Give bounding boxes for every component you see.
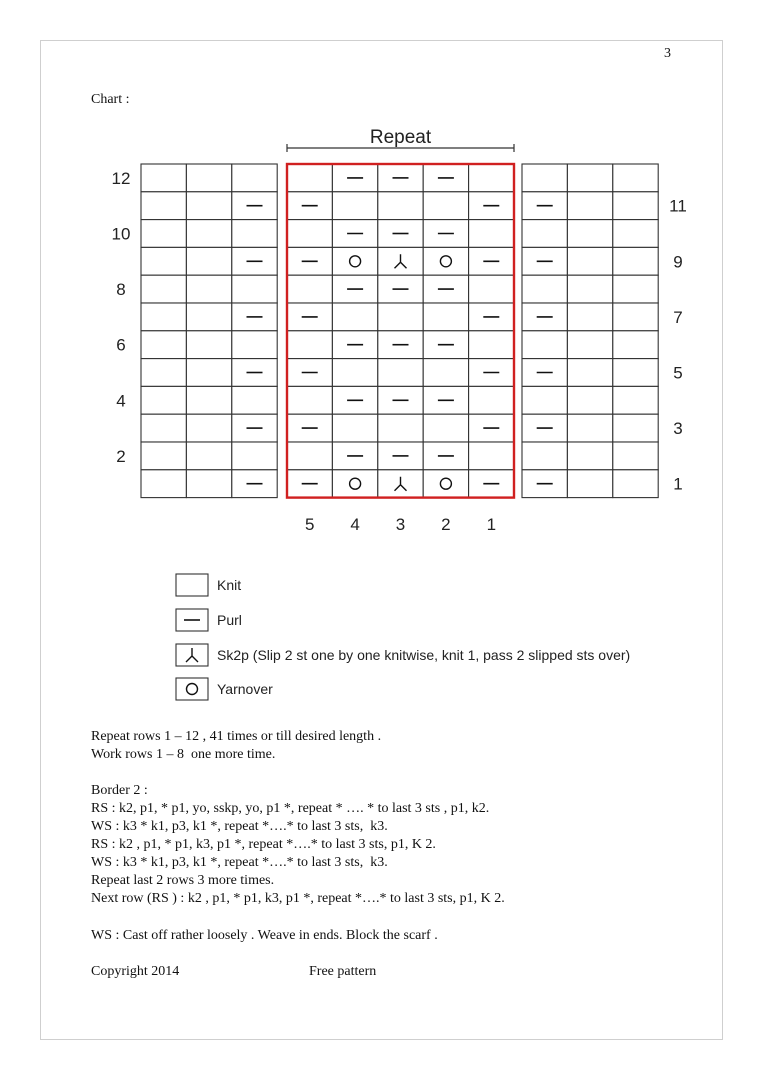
chart-cell [287,164,332,192]
chart-cell [423,247,468,275]
repeat-instructions [91,728,381,764]
legend-label: Knit [217,577,242,593]
chart-cell [287,331,332,359]
chart-cell [141,192,186,220]
chart-cell [287,442,332,470]
chart-cell [332,359,377,387]
chart-cell [613,164,658,192]
chart-cell [232,386,277,414]
chart-cell [613,192,658,220]
chart-cell [567,275,612,303]
chart-cell [423,359,468,387]
column-label: 5 [304,515,315,534]
repeat-label: Repeat [369,127,432,148]
row-label-left: 2 [116,446,126,466]
chart-cell [141,414,186,442]
border-line: WS : k3 * k1, p3, k1 *, repeat *….* to last 3 sts, k3. [91,819,388,834]
copyright: Copyright 2014 [91,964,180,979]
chart-cell [141,275,186,303]
chart-cell [378,192,423,220]
border-title: Border 2 : [91,783,148,798]
chart-cell [567,164,612,192]
chart-cell [522,220,567,248]
border-line: Next row (RS ) : k2 , p1, * p1, k3, p1 *, repeat *….* to last 3 sts, p1, K 2. [91,891,505,906]
border-line: WS : k3 * k1, p3, k1 *, repeat *….* to last 3 sts, k3. [91,855,388,870]
chart-cell [469,220,514,248]
row-label-right: 7 [673,307,683,327]
chart-cell [613,414,658,442]
repeat-line-1: Repeat rows 1 – 12 , 41 times or till desired length . [91,729,382,744]
chart-cell [613,247,658,275]
column-label: 3 [395,515,406,534]
row-label-left: 12 [111,168,131,188]
row-label-right: 11 [669,196,687,216]
legend-swatch [176,574,208,596]
chart-cell [567,470,612,498]
border-line: RS : k2, p1, * p1, yo, sskp, yo, p1 *, repeat * …. * to last 3 sts , p1, k2. [91,801,490,816]
chart-cell [232,220,277,248]
chart-cell [232,331,277,359]
row-label-left: 10 [111,224,131,244]
chart-cell [567,247,612,275]
column-label: 2 [441,515,451,534]
chart-cell [332,414,377,442]
chart-cell [186,442,231,470]
chart-cell [613,275,658,303]
border-line: Repeat last 2 rows 3 more times. [91,873,275,888]
chart-heading: Chart : [91,92,130,107]
chart-cell [613,331,658,359]
chart-cell [567,192,612,220]
chart-cell [567,303,612,331]
chart-cell [141,220,186,248]
row-label-right: 5 [673,363,683,383]
cast-off-instruction: WS : Cast off rather loosely . Weave in ends. Block the scarf . [91,928,438,943]
column-label: 1 [486,515,497,534]
chart-cell [567,414,612,442]
border-line: RS : k2 , p1, * p1, k3, p1 *, repeat *….* to last 3 sts, p1, K 2. [91,837,436,852]
chart-cell [613,359,658,387]
chart-cell [423,414,468,442]
chart-cell [378,359,423,387]
chart-cell [378,414,423,442]
chart-cell [613,386,658,414]
chart-cell [613,220,658,248]
legend-label: Purl [217,612,242,628]
chart-cell [186,275,231,303]
chart-cell [186,470,231,498]
chart-cell [141,164,186,192]
chart-cell [522,331,567,359]
chart-cell [567,442,612,470]
legend-label: Sk2p (Slip 2 st one by one knitwise, knit 1, pass 2 slipped sts over) [217,647,631,663]
chart-cell [567,331,612,359]
chart-cell [186,192,231,220]
chart-cell [522,442,567,470]
row-label-left: 8 [116,280,126,300]
chart-cell [141,247,186,275]
chart-cell [567,386,612,414]
chart-cell [232,442,277,470]
chart-cell [287,386,332,414]
row-label-right: 3 [673,419,683,439]
chart-cell [186,164,231,192]
chart-cell [141,442,186,470]
free-pattern-note: Free pattern [309,964,377,979]
legend-label: Yarnover [217,681,273,697]
chart-cell [332,247,377,275]
row-label-left: 6 [116,335,126,355]
chart-cell [141,359,186,387]
chart-cell [469,164,514,192]
chart-cell [186,414,231,442]
chart-cell [469,275,514,303]
chart-cell [423,192,468,220]
border-instructions [91,782,505,908]
chart-cell [141,470,186,498]
chart-cell [332,192,377,220]
chart-cell [287,220,332,248]
chart-cell [469,442,514,470]
chart-cell [186,386,231,414]
chart-cell [287,275,332,303]
chart-cell [613,442,658,470]
chart-cell [232,164,277,192]
chart-cell [141,386,186,414]
page-number: 3 [664,46,671,61]
row-label-left: 4 [116,391,126,411]
chart-cell [613,470,658,498]
chart-cell [186,359,231,387]
chart-cell [186,247,231,275]
row-label-right: 9 [673,252,683,272]
repeat-line-2: Work rows 1 – 8 one more time. [91,747,276,762]
column-label: 4 [350,515,360,534]
chart-cell [332,470,377,498]
chart-cell [232,275,277,303]
chart-cell [332,303,377,331]
chart-cell [613,303,658,331]
chart-cell [186,220,231,248]
row-label-right: 1 [673,474,683,494]
chart-cell [522,164,567,192]
chart-cell [469,386,514,414]
chart-cell [469,331,514,359]
chart-cell [141,331,186,359]
chart-cell [378,303,423,331]
legend-swatch [176,678,208,700]
chart-cell [567,359,612,387]
chart-cell [186,303,231,331]
chart-cell [522,386,567,414]
chart-cell [186,331,231,359]
chart-cell [567,220,612,248]
chart-cell [522,275,567,303]
chart-cell [423,470,468,498]
chart-cell [423,303,468,331]
chart-cell [141,303,186,331]
